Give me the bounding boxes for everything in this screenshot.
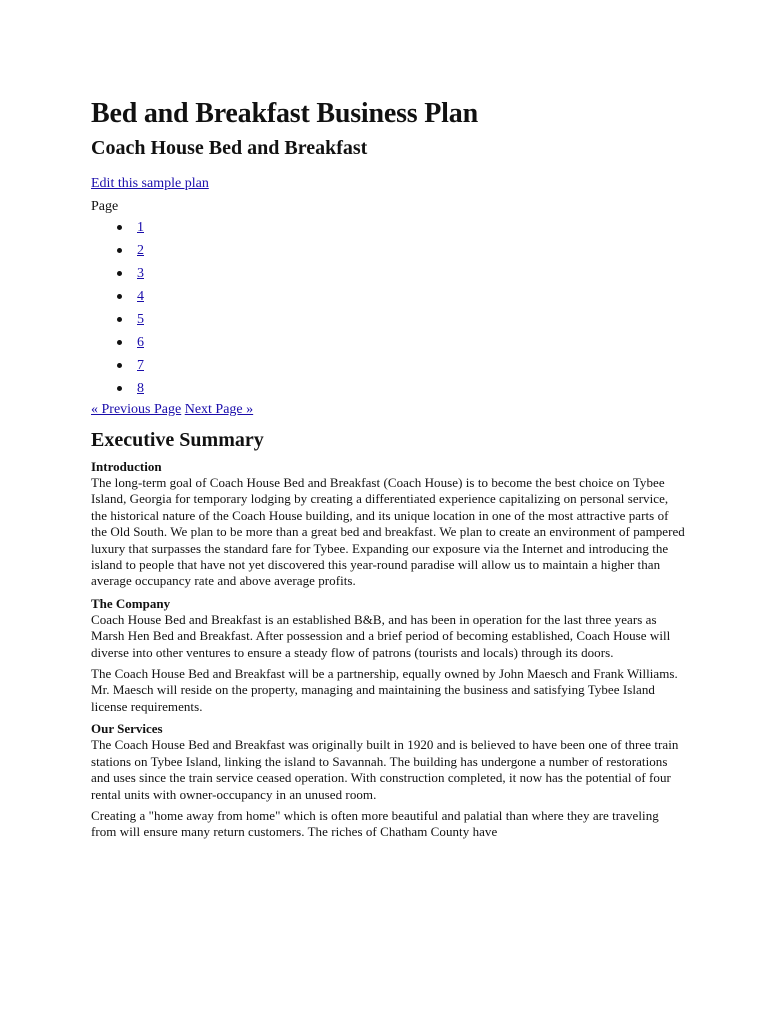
page-link-3[interactable]: 3 xyxy=(137,266,144,281)
page-link-7[interactable]: 7 xyxy=(137,358,144,373)
bullet-icon xyxy=(117,363,122,368)
company-paragraph-2: The Coach House Bed and Breakfast will be a partnership, equally owned by John Maesch and Frank Williams. Mr. Maesch will reside on the property, managing and maintaining the business and satisfying Tybee Island license requirements. xyxy=(91,666,678,714)
page-link-8[interactable]: 8 xyxy=(137,381,144,396)
introduction-heading: Introduction xyxy=(91,459,162,474)
services-paragraph-1: The Coach House Bed and Breakfast was originally built in 1920 and is believed to have been one of three train stations on Tybee Island, linking the island to Savannah. The building has undergone a number of restorations and uses since the train service ceased operation. With construction completed, it now has the potential of four rental units with owner-occupancy in an unused room. xyxy=(91,737,679,802)
services-paragraph-2: Creating a "home away from home" which is often more beautiful and palatial than where they are traveling from will ensure many return customers. The riches of Chatham County have xyxy=(91,807,659,840)
page-number-list xyxy=(91,219,687,403)
page-link-2[interactable]: 2 xyxy=(137,243,144,258)
executive-summary-heading: Executive Summary xyxy=(91,429,264,451)
list-item xyxy=(91,334,687,357)
list-item xyxy=(91,357,687,380)
page-link-5[interactable]: 5 xyxy=(137,312,144,327)
bullet-icon xyxy=(117,248,122,253)
list-item xyxy=(91,288,687,311)
bullet-icon xyxy=(117,294,122,299)
next-page-link[interactable]: Next Page » xyxy=(184,402,254,417)
bullet-icon xyxy=(117,317,122,322)
document-content xyxy=(91,96,687,841)
list-item xyxy=(91,242,687,265)
list-item xyxy=(91,380,687,403)
company-paragraph-1: Coach House Bed and Breakfast is an established B&B, and has been in operation for the last three years as Marsh Hen Bed and Breakfast. After possession and a brief period of becoming established, Coach House will diverse into other ventures to ensure a steady flow of patrons (tourists and locals) through its doors. xyxy=(91,611,671,660)
page-title: Bed and Breakfast Business Plan xyxy=(91,98,478,129)
edit-sample-plan-link[interactable]: Edit this sample plan xyxy=(91,176,209,191)
bullet-icon xyxy=(117,225,122,230)
pagination xyxy=(91,401,687,419)
page-label: Page xyxy=(91,199,119,214)
list-item xyxy=(91,311,687,334)
services-heading: Our Services xyxy=(91,721,163,737)
bullet-icon xyxy=(117,340,122,345)
bullet-icon xyxy=(117,271,122,276)
page-link-6[interactable]: 6 xyxy=(137,335,144,350)
list-item xyxy=(91,265,687,288)
introduction-paragraph: The long-term goal of Coach House Bed and Breakfast (Coach House) is to become the best choice on Tybee Island, Georgia for temporary lodging by creating a differentiated experience capitalizing on personal service, the historical nature of the Coach House building, and its unique location in one of the most attractive parts of the Old South. We plan to be more than a great bed and breakfast. We plan to create an environment of pampered luxury that surpasses the standard fare for Tybee. Expanding our exposure via the Internet and introducing the island to people that have not yet discovered this year-round paradise will allow us to maintain a higher than average occupancy rate and above average profits. xyxy=(91,475,685,589)
bullet-icon xyxy=(117,386,122,391)
page-subtitle: Coach House Bed and Breakfast xyxy=(91,137,368,159)
company-heading: The Company xyxy=(91,595,171,611)
page-link-1[interactable]: 1 xyxy=(137,220,144,235)
list-item xyxy=(91,219,687,242)
previous-page-link[interactable]: « Previous Page xyxy=(91,402,182,417)
page-link-4[interactable]: 4 xyxy=(137,289,144,304)
